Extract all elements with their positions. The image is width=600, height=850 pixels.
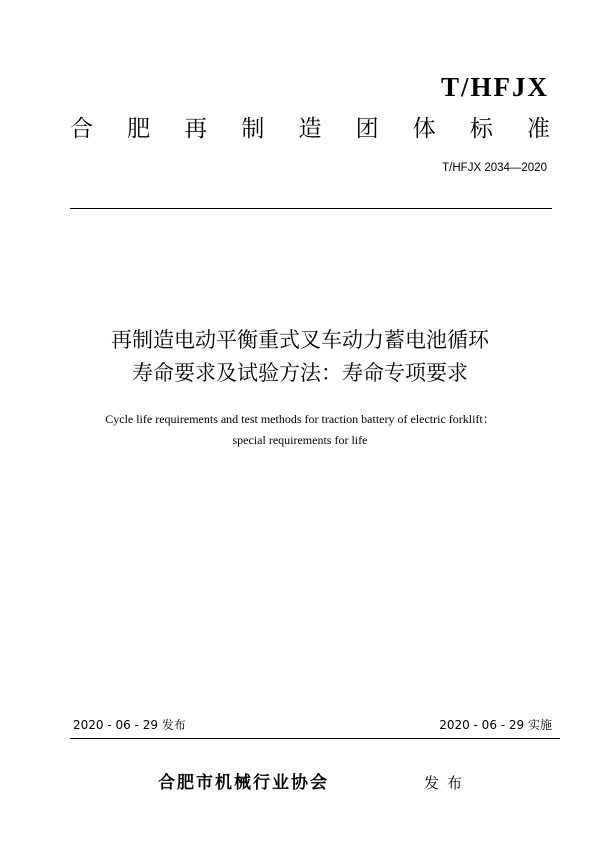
issue-label: 发布 — [424, 774, 471, 792]
implementation-date: 2020 - 06 - 29 实施 — [439, 718, 552, 732]
footer-divider — [70, 738, 560, 739]
standard-type-char: 体 — [412, 116, 436, 142]
standard-number: T/HFJX 2034—2020 — [442, 162, 547, 174]
header-divider — [70, 208, 552, 209]
standard-type — [70, 118, 550, 141]
standard-type-char: 准 — [527, 116, 550, 142]
title-chinese — [0, 324, 600, 390]
title-english-line-2: special requirements for life — [232, 433, 368, 447]
issue-date: 2020 - 06 - 29 发布 — [73, 718, 186, 732]
title-english — [0, 409, 600, 451]
standard-type-char: 团 — [355, 116, 379, 142]
standard-code: T/HFJX — [440, 72, 549, 102]
standard-type-char: 合 — [70, 116, 93, 142]
standard-type-char: 标 — [469, 116, 493, 142]
title-english-line-1: Cycle life requirements and test methods for traction battery of electric forklift： — [105, 412, 495, 426]
standard-type-char: 再 — [184, 116, 208, 142]
standard-type-char: 造 — [298, 116, 322, 142]
issuing-organization: 合肥市机械行业协会 — [158, 773, 329, 793]
title-chinese-line-1: 再制造电动平衡重式叉车动力蓄电池循环 — [111, 328, 489, 352]
standard-type-char: 肥 — [127, 116, 151, 142]
title-chinese-line-2: 寿命要求及试验方法：寿命专项要求 — [132, 361, 468, 385]
standard-type-char: 制 — [241, 116, 265, 142]
